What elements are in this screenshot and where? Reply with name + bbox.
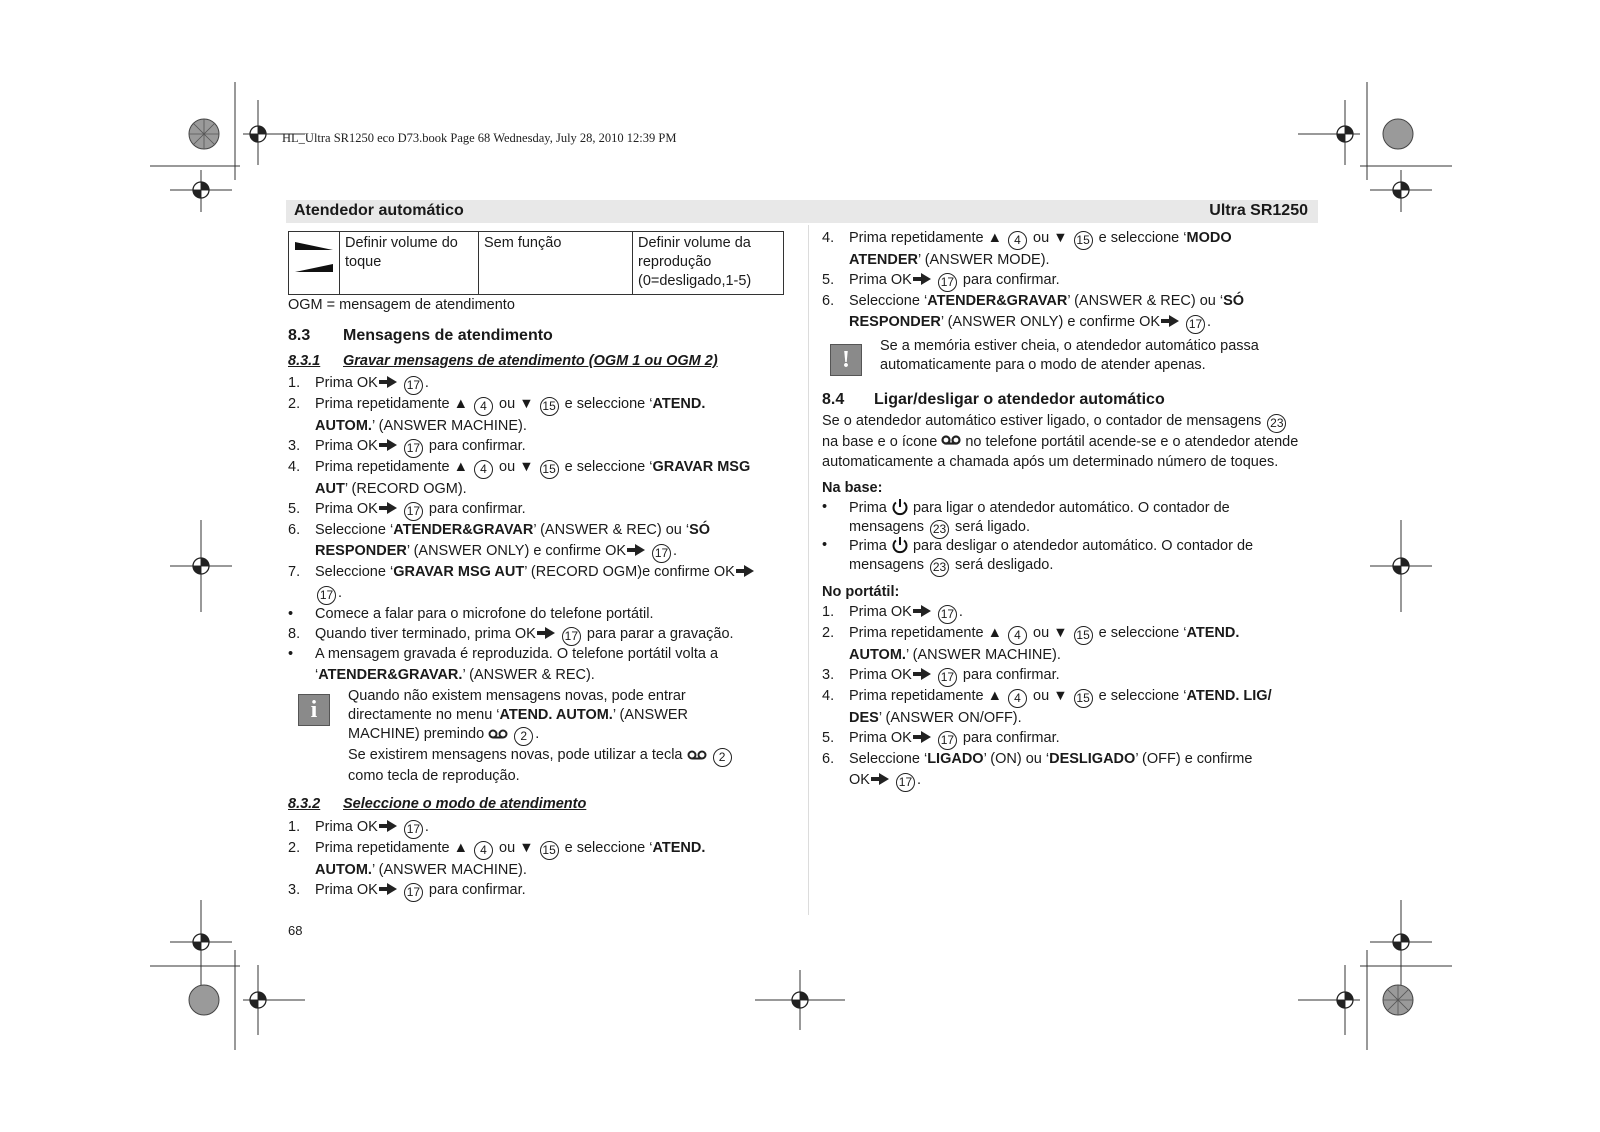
key-23-icon: 23 <box>930 558 949 577</box>
ok-arrow-icon <box>378 882 398 896</box>
ok-arrow-icon <box>378 819 398 833</box>
ok-arrow-icon <box>378 501 398 515</box>
key-15-icon: 15 <box>1074 689 1093 708</box>
list-item: 5. Prima OK 17 para confirmar. <box>822 728 1332 749</box>
key-17-icon: 17 <box>404 883 423 902</box>
key-23-icon: 23 <box>1267 414 1286 433</box>
steps-list <box>288 373 788 684</box>
list-item: • A mensagem gravada é reproduzida. O telefone portátil volta a ‘ATENDER&GRAVAR.’ (ANSWER & REC). <box>288 646 719 683</box>
subsection-number: 8.3.2 <box>288 796 321 812</box>
subsection-number: 8.3.1 <box>288 353 321 369</box>
base-list <box>822 498 1332 574</box>
power-icon <box>891 498 909 516</box>
ok-arrow-icon <box>735 564 755 578</box>
key-17-icon: 17 <box>404 439 423 458</box>
volume-icon-cell <box>289 232 340 295</box>
subsection-title: Seleccione o modo de atendimento <box>343 796 587 812</box>
ok-arrow-icon <box>378 438 398 452</box>
key-17-icon: 17 <box>896 773 915 792</box>
ok-arrow-icon <box>912 730 932 744</box>
list-item: 7. Seleccione ‘GRAVAR MSG AUT’ (RECORD OGM)e confirme OK 17 . <box>288 562 788 604</box>
list-item: 2. Prima repetidamente ▲ 4 ou ▼ 15 e seleccione ‘ATEND. AUTOM.’ (ANSWER MACHINE). <box>288 396 706 434</box>
power-icon <box>891 536 909 554</box>
info-note: Quando não existem mensagens novas, pode entrar directamente no menu ‘ATEND. AUTOM.’ (ANSWER MACHINE) premindo 2 . Se existirem mensagens novas, pode utilizar a tecla 2 como tecla de reprodução. <box>348 687 734 786</box>
key-17-icon: 17 <box>938 668 957 687</box>
ok-arrow-icon <box>912 272 932 286</box>
key-23-icon: 23 <box>930 520 949 539</box>
list-item: 8. Quando tiver terminado, prima OK 17 para parar a gravação. <box>288 624 788 644</box>
list-item: • Prima para ligar o atendedor automático. O contador de mensagens 23 será ligado. <box>822 498 1332 536</box>
list-item: 4. Prima repetidamente ▲ 4 ou ▼ 15 e seleccione ‘MODO ATENDER’ (ANSWER MODE). <box>822 230 1232 268</box>
section-title: Mensagens de atendimento <box>343 327 553 344</box>
key-17-icon: 17 <box>404 502 423 521</box>
subsection-title: Gravar mensagens de atendimento (OGM 1 ou OGM 2) <box>343 353 718 369</box>
key-15-icon: 15 <box>1074 231 1093 250</box>
list-item: 6. Seleccione ‘ATENDER&GRAVAR’ (ANSWER & REC) ou ‘SÓ RESPONDER’ (ANSWER ONLY) e confirme OK 17 . <box>822 291 1332 333</box>
key-15-icon: 15 <box>540 397 559 416</box>
list-item: 6. Seleccione ‘LIGADO’ (ON) ou ‘DESLIGADO’ (OFF) e confirme OK 17 . <box>822 749 1332 791</box>
table-cell: Definir volume do toque <box>340 232 479 295</box>
key-4-icon: 4 <box>1008 626 1027 645</box>
key-17-icon: 17 <box>404 820 423 839</box>
table-cell: Sem função <box>479 232 633 295</box>
warning-note: Se a memória estiver cheia, o atendedor automático passa automaticamente para o modo de atender apenas. <box>880 338 1259 373</box>
book-info-line: HL_Ultra SR1250 eco D73.book Page 68 Wednesday, July 28, 2010 12:39 PM <box>282 131 677 145</box>
key-15-icon: 15 <box>540 460 559 479</box>
left-column <box>288 231 788 899</box>
page-header <box>286 200 1318 223</box>
header-section-title: Atendedor automático <box>294 202 464 219</box>
steps-list <box>822 228 1332 333</box>
key-15-icon: 15 <box>1074 626 1093 645</box>
key-17-icon: 17 <box>938 605 957 624</box>
key-17-icon: 17 <box>1186 315 1205 334</box>
section-title: Ligar/desligar o atendedor automático <box>874 391 1165 408</box>
key-17-icon: 17 <box>938 731 957 750</box>
na-base-heading: Na base: <box>822 480 883 496</box>
column-divider <box>808 225 809 915</box>
ok-arrow-icon <box>912 667 932 681</box>
list-item: 5. Prima OK 17 para confirmar. <box>822 270 1332 291</box>
voicemail-icon <box>488 726 508 740</box>
key-4-icon: 4 <box>474 397 493 416</box>
key-2-icon: 2 <box>713 748 732 767</box>
steps-list <box>822 602 1332 791</box>
list-item: 1. Prima OK 17 . <box>822 602 1332 623</box>
list-item: 4. Prima repetidamente ▲ 4 ou ▼ 15 e seleccione ‘ATEND. LIG/ DES’ (ANSWER ON/OFF). <box>822 688 1272 726</box>
volume-table <box>288 231 784 295</box>
key-17-icon: 17 <box>404 376 423 395</box>
key-15-icon: 15 <box>540 841 559 860</box>
page-number: 68 <box>288 923 303 938</box>
ogm-note: OGM = mensagem de atendimento <box>288 297 515 313</box>
warning-icon: ! <box>830 344 862 376</box>
list-item: 3. Prima OK 17 para confirmar. <box>288 880 788 901</box>
key-17-icon: 17 <box>317 586 336 605</box>
ok-arrow-icon <box>912 604 932 618</box>
key-4-icon: 4 <box>474 460 493 479</box>
list-item: • Prima para desligar o atendedor automático. O contador de mensagens 23 será desligado. <box>822 536 1332 574</box>
no-portatil-heading: No portátil: <box>822 584 900 600</box>
list-item: 1. Prima OK 17 . <box>288 817 788 838</box>
key-4-icon: 4 <box>1008 689 1027 708</box>
section-number: 8.4 <box>822 391 845 408</box>
list-item: • Comece a falar para o microfone do telefone portátil. <box>288 606 654 622</box>
key-17-icon: 17 <box>652 544 671 563</box>
key-4-icon: 4 <box>1008 231 1027 250</box>
voicemail-icon <box>687 747 707 761</box>
info-icon: i <box>298 694 330 726</box>
list-item: 5. Prima OK 17 para confirmar. <box>288 499 788 520</box>
key-17-icon: 17 <box>938 273 957 292</box>
volume-ramp-icon <box>293 238 335 278</box>
ok-arrow-icon <box>378 375 398 389</box>
key-4-icon: 4 <box>474 841 493 860</box>
key-2-icon: 2 <box>514 727 533 746</box>
list-item: 3. Prima OK 17 para confirmar. <box>288 436 788 457</box>
section-intro: Se o atendedor automático estiver ligado, o contador de mensagens 23 na base e o ícone no telefone portátil acende-se e o atendedor atende automaticamente a chamada após um determinado número de toques. <box>822 413 1299 470</box>
table-cell: Definir volume da reprodução (0=desligado,1-5) <box>633 232 784 295</box>
list-item: 2. Prima repetidamente ▲ 4 ou ▼ 15 e seleccione ‘ATEND. AUTOM.’ (ANSWER MACHINE). <box>822 625 1240 663</box>
key-17-icon: 17 <box>562 627 581 646</box>
ok-arrow-icon <box>870 772 890 786</box>
voicemail-icon <box>941 434 961 448</box>
list-item: 2. Prima repetidamente ▲ 4 ou ▼ 15 e seleccione ‘ATEND. AUTOM.’ (ANSWER MACHINE). <box>288 840 706 878</box>
header-model-name: Ultra SR1250 <box>1209 202 1308 219</box>
ok-arrow-icon <box>536 626 556 640</box>
list-item: 4. Prima repetidamente ▲ 4 ou ▼ 15 e seleccione ‘GRAVAR MSG AUT’ (RECORD OGM). <box>288 459 751 497</box>
section-number: 8.3 <box>288 327 311 344</box>
list-item: 3. Prima OK 17 para confirmar. <box>822 665 1332 686</box>
list-item: 1. Prima OK 17 . <box>288 373 788 394</box>
list-item: 6. Seleccione ‘ATENDER&GRAVAR’ (ANSWER & REC) ou ‘SÓ RESPONDER’ (ANSWER ONLY) e confirme OK 17 . <box>288 520 788 562</box>
steps-list <box>288 817 788 901</box>
ok-arrow-icon <box>1160 314 1180 328</box>
ok-arrow-icon <box>626 543 646 557</box>
